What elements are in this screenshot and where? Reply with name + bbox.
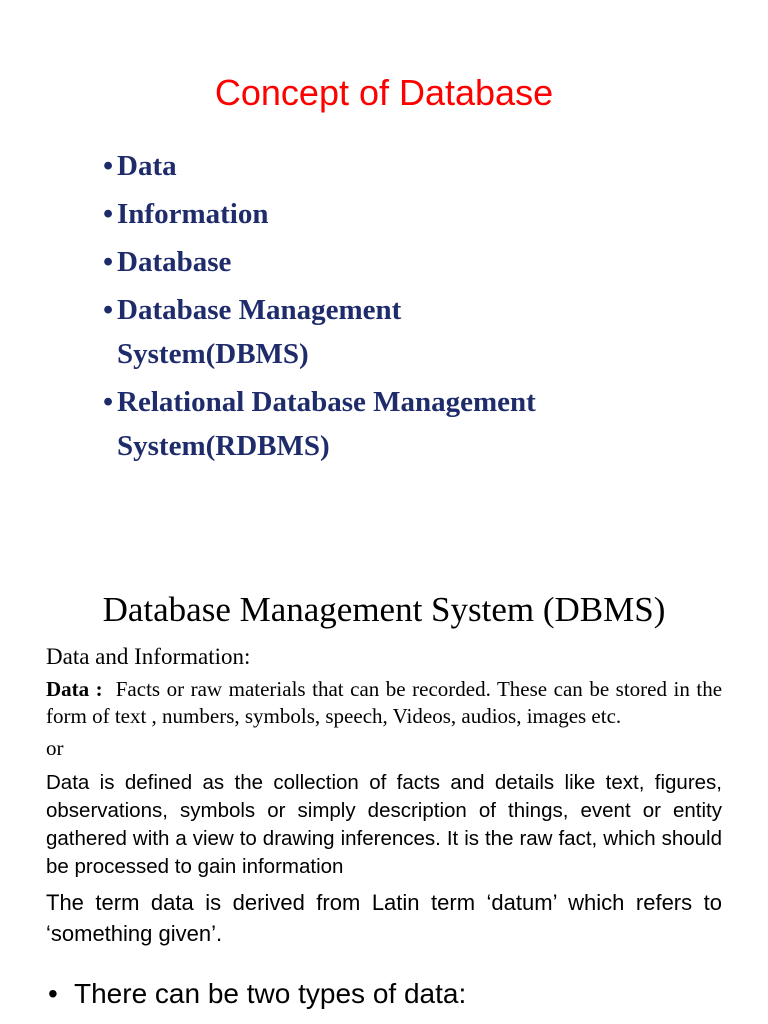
bullet-text: Database Management System(DBMS)	[117, 294, 402, 370]
subheading: Data and Information:	[46, 644, 251, 669]
or-separator: or	[46, 736, 64, 760]
bullet-symbol: •	[103, 386, 114, 418]
bullet-item	[103, 240, 637, 284]
bullet-symbol: •	[103, 294, 114, 326]
data-paragraph: Data is defined as the collection of facts and details like text, figures, observations, symbols or simply description of things, event or entity gathered with a view to drawing inferences. It is the raw fact, which should be processed to gain information	[46, 771, 722, 878]
slide-title: Concept of Database	[214, 72, 554, 113]
bullet-symbol: •	[103, 198, 114, 230]
bullet-text: There can be two types of data:	[74, 978, 467, 1009]
bullet-symbol: •	[48, 978, 58, 1009]
data-definition	[46, 676, 722, 730]
bullet-text: Relational Database Management System(RDBMS)	[117, 386, 536, 462]
definition-label: Data :	[46, 677, 103, 701]
definition-text: Facts or raw materials that can be recorded. These can be stored in the form of text , numbers, symbols, speech, Videos, audios, images etc.	[46, 677, 723, 728]
types-bullet	[48, 978, 466, 1010]
bullet-item	[103, 288, 487, 376]
bullet-symbol: •	[103, 150, 114, 182]
bullet-item	[103, 380, 637, 468]
bullet-text: Data	[117, 150, 177, 182]
bullet-symbol: •	[103, 246, 114, 278]
slide-title: Database Management System (DBMS)	[102, 590, 666, 629]
bullet-text: Database	[117, 246, 232, 278]
bullet-text: Information	[117, 198, 269, 230]
slide-dbms	[0, 560, 768, 1024]
etymology-paragraph: The term data is derived from Latin term ‘datum’ which refers to ‘something given’.	[46, 890, 722, 946]
concept-bullet-list	[103, 144, 637, 472]
slide-body	[46, 644, 722, 949]
bullet-item	[103, 192, 637, 236]
bullet-item	[103, 144, 637, 188]
